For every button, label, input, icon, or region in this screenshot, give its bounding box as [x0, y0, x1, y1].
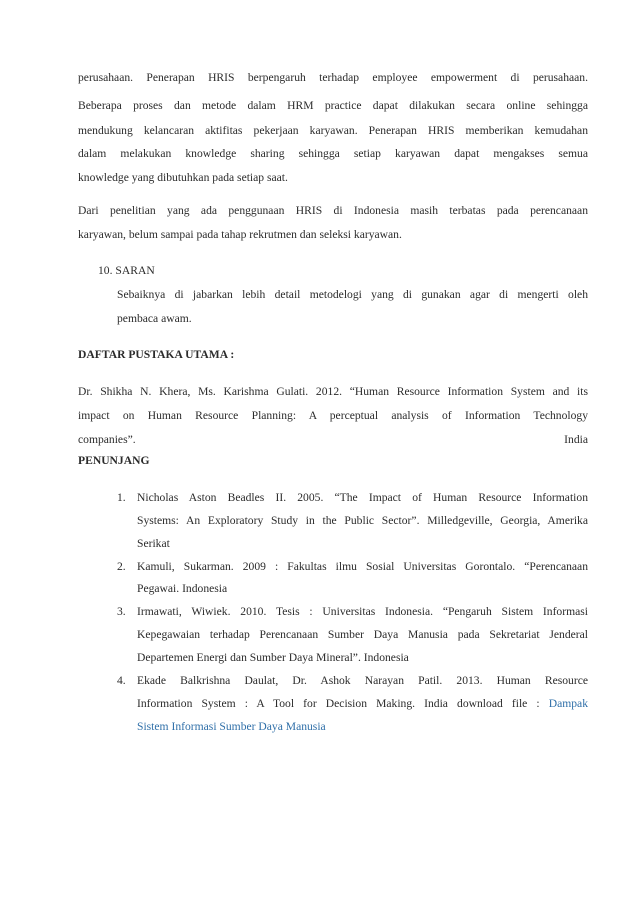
list-item-number: 4.	[117, 674, 126, 687]
para1-line: perusahaan. Penerapan HRIS berpengaruh terhadap employee empowerment di perusahaan.	[78, 71, 588, 84]
dampak-link[interactable]: Dampak	[548, 697, 588, 710]
list-item-line: Systems: An Exploratory Study in the Public Sector”. Milledgeville, Georgia, Amerika	[137, 514, 588, 527]
list-item-line: Serikat	[137, 537, 170, 550]
pustaka-utama-line	[78, 432, 588, 448]
list-item-number: 1.	[117, 491, 126, 504]
pustaka-utama-heading: DAFTAR PUSTAKA UTAMA :	[78, 348, 235, 361]
para1-line: knowledge yang dibutuhkan pada setiap saat.	[78, 171, 288, 184]
para2-line: Dari penelitian yang ada penggunaan HRIS di Indonesia masih terbatas pada perencanaan	[78, 204, 588, 217]
list-item-line: Irmawati, Wiwiek. 2010. Tesis : Universitas Indonesia. “Pengaruh Sistem Informasi	[137, 605, 588, 618]
saran-line: pembaca awam.	[117, 312, 192, 325]
penunjang-heading: PENUNJANG	[78, 454, 150, 467]
list-item-line: Nicholas Aston Beadles II. 2005. “The Impact of Human Resource Information	[137, 491, 588, 504]
list-item-line	[137, 719, 588, 735]
list-item-line: Pegawai. Indonesia	[137, 582, 228, 595]
list-item-number: 3.	[117, 605, 126, 618]
pustaka-utama-line-left: companies”.	[78, 433, 136, 446]
para1-line: Beberapa proses dan metode dalam HRM practice dapat dilakukan secara online sehingga	[78, 99, 588, 112]
para1-line: dalam melakukan knowledge sharing sehingga setiap karyawan dapat mengakses semua	[78, 147, 588, 160]
saran-heading: 10. SARAN	[98, 264, 155, 277]
para2-line: karyawan, belum sampai pada tahap rekrutmen dan seleksi karyawan.	[78, 228, 402, 241]
pustaka-utama-line-right: India	[564, 433, 588, 446]
para1-line: mendukung kelancaran aktifitas pekerjaan karyawan. Penerapan HRIS memberikan kemudahan	[78, 124, 588, 137]
pustaka-utama-line: Dr. Shikha N. Khera, Ms. Karishma Gulati. 2012. “Human Resource Information System and its	[78, 385, 588, 398]
list-item-line: Departemen Energi dan Sumber Daya Mineral”. Indonesia	[137, 651, 409, 664]
saran-line: Sebaiknya di jabarkan lebih detail metodelogi yang di gunakan agar di mengerti oleh	[117, 288, 588, 301]
list-item-text: Information System : A Tool for Decision Making. India download file :	[137, 697, 549, 710]
list-item-line	[137, 696, 588, 712]
list-item-line: Kepegawaian terhadap Perencanaan Sumber Daya Manusia pada Sekretariat Jenderal	[137, 628, 588, 641]
list-item-line: Ekade Balkrishna Daulat, Dr. Ashok Narayan Patil. 2013. Human Resource	[137, 674, 588, 687]
pustaka-utama-line: impact on Human Resource Planning: A perceptual analysis of Information Technology	[78, 409, 588, 422]
sistem-informasi-link[interactable]: Sistem Informasi Sumber Daya Manusia	[137, 720, 326, 733]
list-item-line: Kamuli, Sukarman. 2009 : Fakultas ilmu Sosial Universitas Gorontalo. “Perencanaan	[137, 560, 588, 573]
list-item-number: 2.	[117, 560, 126, 573]
